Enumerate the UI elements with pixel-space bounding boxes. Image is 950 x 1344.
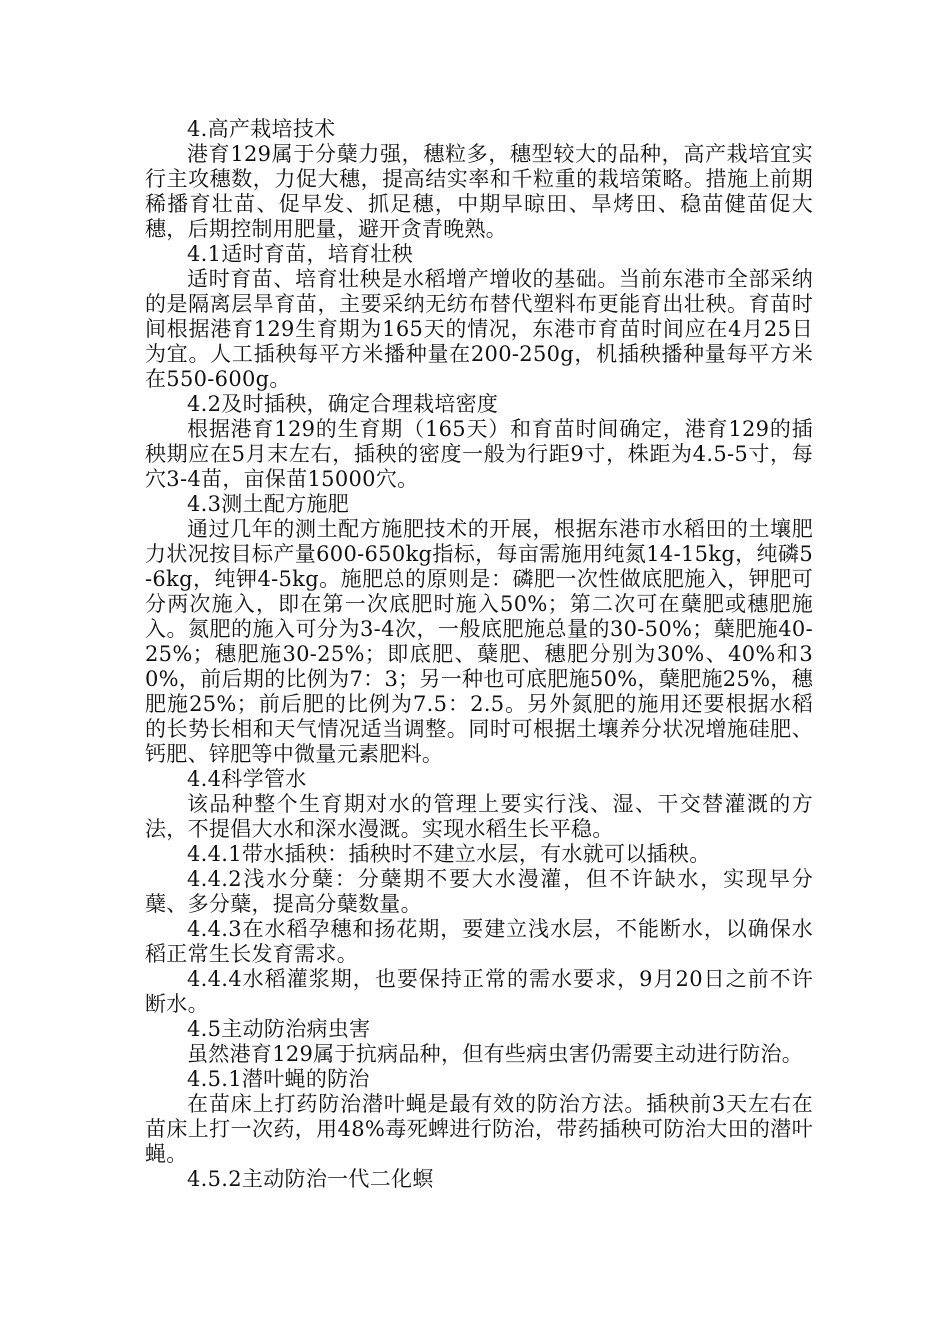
paragraph: 虽然港育129属于抗病品种，但有些病虫害仍需要主动进行防治。 bbox=[187, 1042, 804, 1066]
sub-heading: 4.5.1潜叶蝇的防治 bbox=[187, 1067, 370, 1091]
paragraph: 该品种整个生育期对水的管理上要实行浅、湿、干交替灌溉的方法，不提倡大水和深水漫溉。实现水稻生长平稳。 bbox=[145, 792, 813, 841]
paragraph: 通过几年的测土配方施肥技术的开展，根据东港市水稻田的土壤肥力状况按目标产量600-650kg指标，每亩需施用纯氮14-15kg，纯磷5-6kg，纯钾4-5kg。施肥总的原则是：磷肥一次性做底肥施入，钾肥可分两次施入，即在第一次底肥时施入50%；第二次可在蘖肥或穗肥施入。氮肥的施入可分为3-4次，一般底肥施总量的30-50%；蘖肥施40-25%；穗肥施30-25%；即底肥、蘖肥、穗肥分别为30%、40%和30%，前后期的比例为7：3；另一种也可底肥施50%，蘖肥施25%，穗肥施25%；前后肥的比例为7.5：2.5。另外氮肥的施用还要根据水稻的长势长相和天气情况适当调整。同时可根据土壤养分状况增施硅肥、钙肥、锌肥等中微量元素肥料。 bbox=[145, 517, 813, 766]
sub-heading: 4.5.2主动防治一代二化螟 bbox=[187, 1167, 434, 1191]
sub-item: 4.4.2浅水分蘖：分蘖期不要大水漫灌，但不许缺水，实现早分蘖、多分蘖，提高分蘖数量。 bbox=[145, 867, 813, 916]
sub-item: 4.4.1带水插秧：插秧时不建立水层，有水就可以插秧。 bbox=[187, 842, 711, 866]
section-heading: 4.1适时育苗，培育壮秧 bbox=[187, 242, 413, 266]
section-heading: 4.5主动防治病虫害 bbox=[187, 1017, 371, 1041]
sub-item: 4.4.4水稻灌浆期，也要保持正常的需水要求，9月20日之前不许断水。 bbox=[145, 967, 813, 1016]
paragraph: 港育129属于分蘖力强，穗粒多，穗型较大的品种，高产栽培宜实行主攻穗数，力促大穗，提高结实率和千粒重的栽培策略。措施上前期稀播育壮苗、促早发、抓足穗，中期早晾田、旱烤田、稳苗健苗促大穗，后期控制用肥量，避开贪青晚熟。 bbox=[145, 142, 813, 241]
section-heading: 4.3测土配方施肥 bbox=[187, 492, 350, 516]
paragraph: 在苗床上打药防治潜叶蝇是最有效的防治方法。插秧前3天左右在苗床上打一次药，用48%毒死蜱进行防治，带药插秧可防治大田的潜叶蝇。 bbox=[145, 1092, 813, 1166]
section-heading: 4.2及时插秧，确定合理栽培密度 bbox=[187, 392, 499, 416]
paragraph: 适时育苗、培育壮秧是水稻增产增收的基础。当前东港市全部采纳的是隔离层旱育苗，主要采纳无纺布替代塑料布更能育出壮秧。育苗时间根据港育129生育期为165天的情况，东港市育苗时间应在4月25日为宜。人工插秧每平方米播种量在200-250g，机插秧播种量每平方米在550-600g。 bbox=[145, 267, 813, 391]
sub-item: 4.4.3在水稻孕穗和扬花期，要建立浅水层，不能断水，以确保水稻正常生长发育需求。 bbox=[145, 917, 813, 966]
section-heading: 4.4科学管水 bbox=[187, 767, 307, 791]
document-body bbox=[145, 117, 813, 1192]
section-heading: 4.高产栽培技术 bbox=[187, 117, 336, 141]
paragraph: 根据港育129的生育期（165天）和育苗时间确定，港育129的插秧期应在5月末左右，插秧的密度一般为行距9寸，株距为4.5-5寸，每穴3-4苗，亩保苗15000穴。 bbox=[145, 417, 813, 491]
